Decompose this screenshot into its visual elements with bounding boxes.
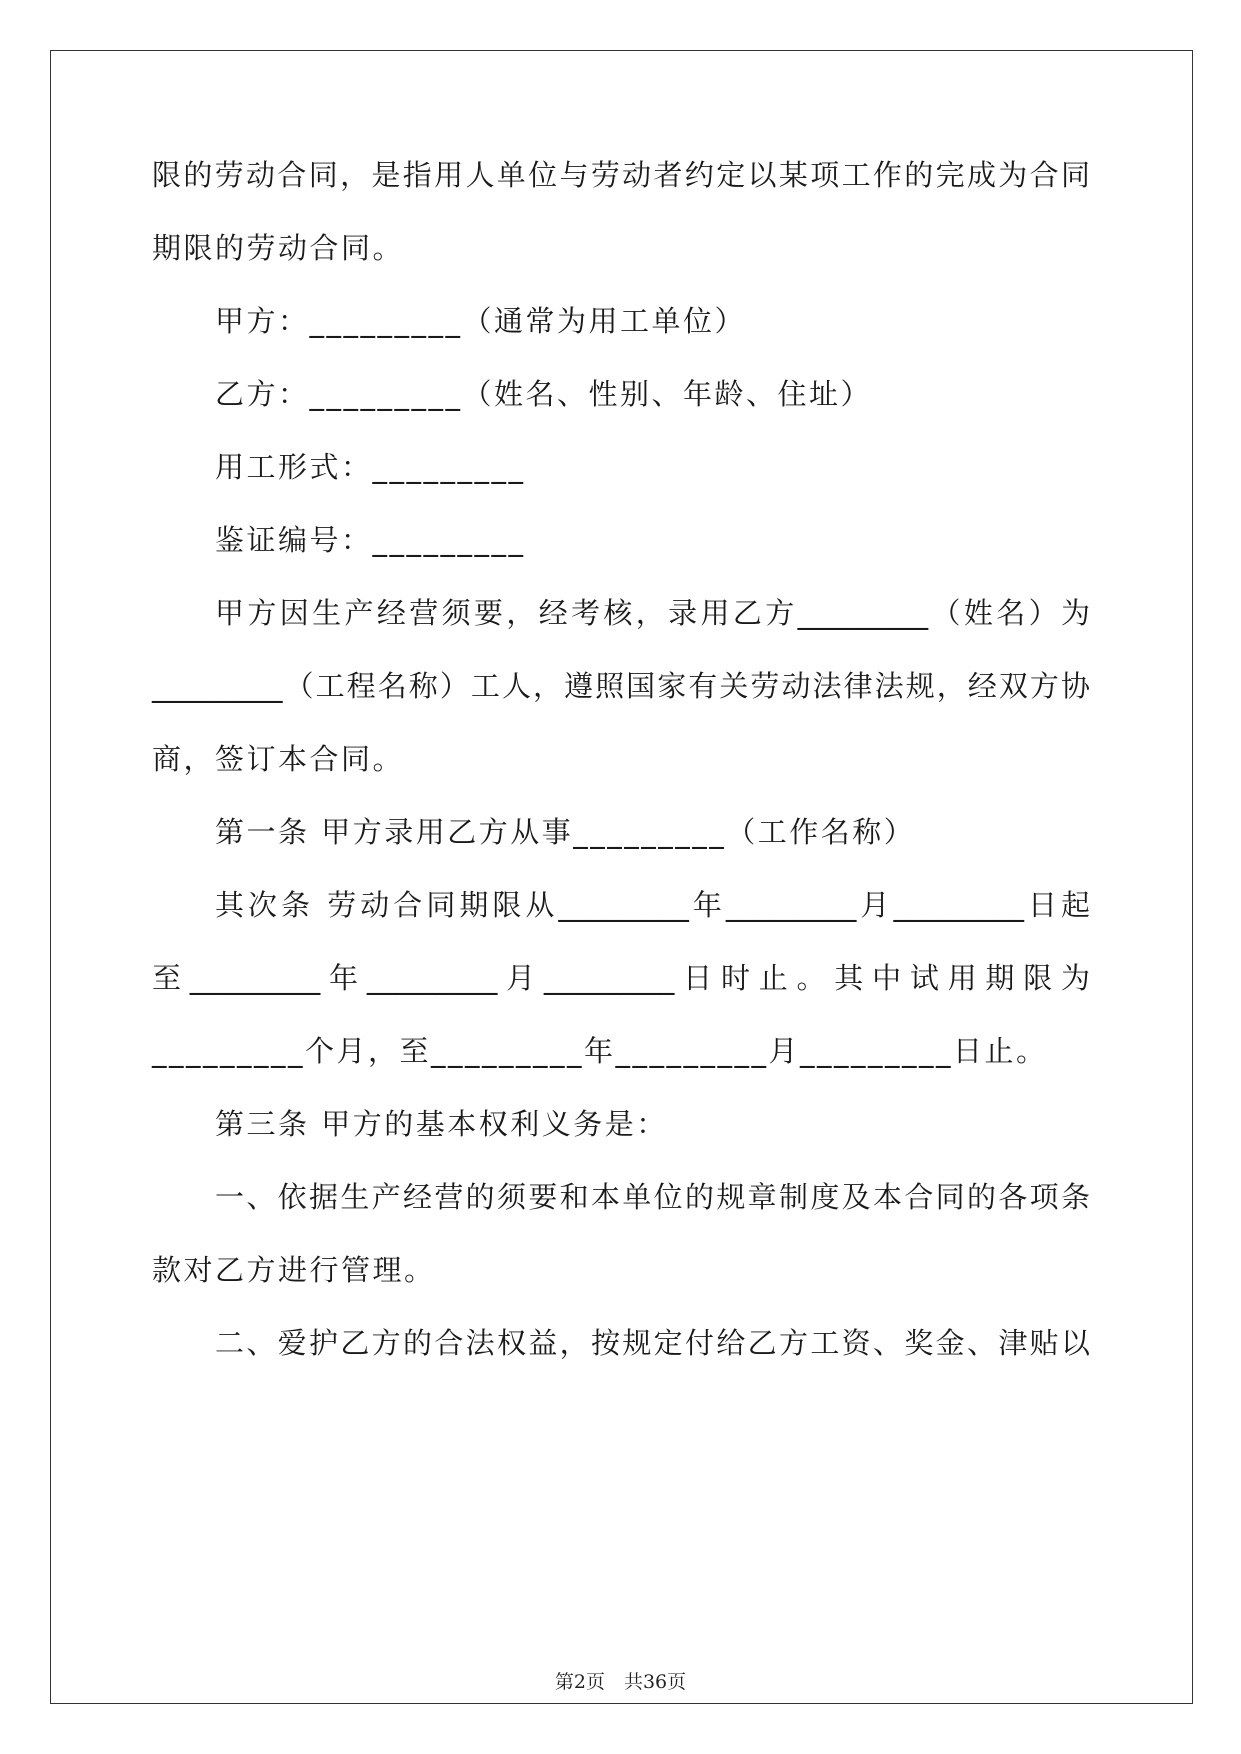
paragraph-line: 一、依据生产经营的须要和本单位的规章制度及本合同的各项条 [215,1180,1090,1214]
paragraph-line: _________（工程名称）工人，遵照国家有关劳动法律法规，经双方协 [152,669,1090,703]
page-border [50,50,1193,1704]
article-two: 其次条 劳动合同期限从_________年_________月_________日起 [215,888,1090,922]
paragraph-line: _________个月，至_________年_________月_________日止。 [152,1034,1048,1068]
paragraph-line: 限的劳动合同，是指用人单位与劳动者约定以某项工作的完成为合同 [152,158,1090,192]
certification-number-field: 鉴证编号：_________ [215,523,526,557]
page-number: 第2页 共36页 [554,1671,687,1693]
paragraph-line: 款对乙方进行管理。 [152,1253,436,1287]
article-one: 第一条 甲方录用乙方从事_________（工作名称） [215,815,916,849]
paragraph-line: 甲方因生产经营须要，经考核，录用乙方_________（姓名）为 [215,596,1090,630]
paragraph-line: 至_________年_________月_________日时止。其中试用期限为 [152,961,1090,995]
paragraph-line: 商，签订本合同。 [152,742,405,776]
paragraph-line: 期限的劳动合同。 [152,231,405,265]
paragraph-line: 二、爱护乙方的合法权益，按规定付给乙方工资、奖金、津贴以 [215,1326,1090,1360]
party-a-field: 甲方：_________（通常为用工单位） [215,304,747,338]
party-b-field: 乙方：_________（姓名、性别、年龄、住址） [215,377,873,411]
employment-form-field: 用工形式：_________ [215,450,526,484]
article-three: 第三条 甲方的基本权利义务是： [215,1107,668,1141]
